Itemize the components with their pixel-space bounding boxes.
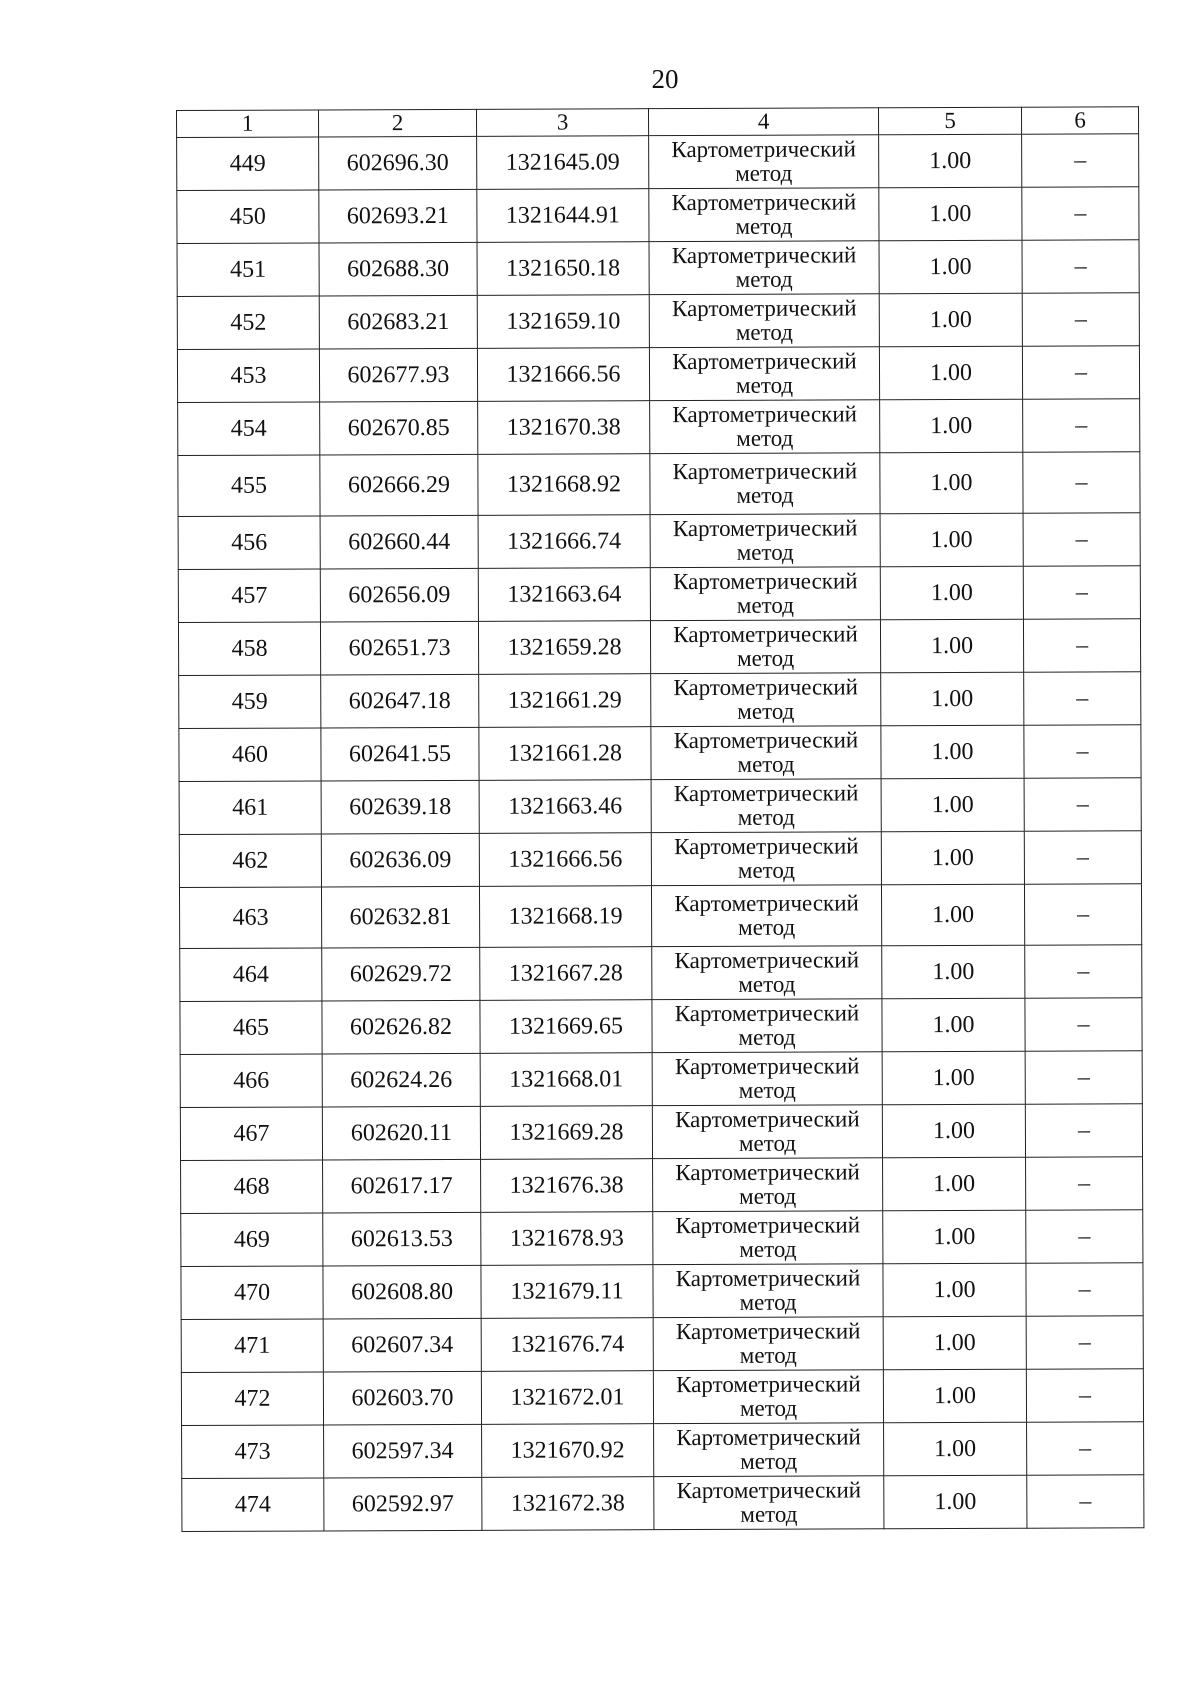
point-number-cell: 467 — [180, 1107, 322, 1161]
note-cell: – — [1027, 1422, 1144, 1475]
table-row — [178, 452, 1140, 517]
y-coordinate-cell: 1321679.11 — [481, 1265, 653, 1319]
table-row — [177, 346, 1139, 403]
method-cell: Картометрический метод — [649, 347, 879, 401]
x-coordinate-cell: 602636.09 — [321, 833, 479, 887]
point-number-cell: 453 — [177, 349, 319, 403]
note-cell: – — [1023, 452, 1140, 513]
x-coordinate-cell: 602632.81 — [321, 886, 479, 948]
x-coordinate-cell: 602693.21 — [319, 189, 477, 243]
accuracy-cell: 1.00 — [884, 1422, 1027, 1476]
accuracy-cell: 1.00 — [880, 619, 1023, 673]
y-coordinate-cell: 1321650.18 — [477, 242, 649, 296]
y-coordinate-cell: 1321659.28 — [478, 621, 650, 675]
table-row — [180, 1051, 1142, 1108]
point-number-cell: 454 — [178, 402, 320, 456]
accuracy-cell: 1.00 — [882, 1104, 1025, 1158]
x-coordinate-cell: 602592.97 — [324, 1477, 482, 1531]
method-cell: Картометрический метод — [653, 1158, 883, 1212]
x-coordinate-cell: 602670.85 — [320, 401, 478, 455]
x-coordinate-cell: 602656.09 — [320, 568, 478, 622]
table-row — [181, 1210, 1143, 1267]
table-row — [179, 884, 1141, 949]
y-coordinate-cell: 1321666.56 — [477, 348, 649, 402]
column-header: 1 — [177, 110, 319, 138]
y-coordinate-cell: 1321672.01 — [481, 1371, 653, 1425]
method-cell: Картометрический метод — [649, 294, 879, 348]
note-cell: – — [1025, 945, 1142, 998]
x-coordinate-cell: 602629.72 — [322, 947, 480, 1001]
note-cell: – — [1026, 1210, 1143, 1263]
point-number-cell: 465 — [180, 1001, 322, 1055]
accuracy-cell: 1.00 — [880, 399, 1023, 453]
method-cell: Картометрический метод — [649, 135, 879, 189]
note-cell: – — [1025, 998, 1142, 1051]
accuracy-cell: 1.00 — [880, 513, 1023, 567]
table-row — [182, 1475, 1144, 1532]
method-cell: Картометрический метод — [651, 673, 881, 727]
point-number-cell: 457 — [178, 569, 320, 623]
point-number-cell: 466 — [180, 1054, 322, 1108]
table-row — [180, 945, 1142, 1002]
point-number-cell: 473 — [182, 1425, 324, 1479]
method-cell: Картометрический метод — [653, 1370, 883, 1424]
note-cell: – — [1026, 1369, 1143, 1422]
method-cell: Картометрический метод — [649, 188, 879, 242]
point-number-cell: 474 — [182, 1478, 324, 1532]
accuracy-cell: 1.00 — [879, 187, 1022, 241]
method-cell: Картометрический метод — [653, 1211, 883, 1265]
y-coordinate-cell: 1321645.09 — [477, 136, 649, 190]
note-cell: – — [1026, 1263, 1143, 1316]
y-coordinate-cell: 1321667.28 — [480, 947, 652, 1001]
note-cell: – — [1027, 1475, 1144, 1528]
y-coordinate-cell: 1321666.56 — [479, 833, 651, 887]
accuracy-cell: 1.00 — [884, 1475, 1027, 1529]
method-cell: Картометрический метод — [654, 1423, 884, 1477]
y-coordinate-cell: 1321666.74 — [478, 515, 650, 569]
note-cell: – — [1023, 513, 1140, 566]
x-coordinate-cell: 602683.21 — [319, 295, 477, 349]
table-row — [178, 513, 1140, 570]
point-number-cell: 470 — [181, 1266, 323, 1320]
table-row — [181, 1157, 1143, 1214]
y-coordinate-cell: 1321670.38 — [478, 401, 650, 455]
table-row — [177, 187, 1139, 244]
x-coordinate-cell: 602660.44 — [320, 515, 478, 569]
note-cell: – — [1026, 1157, 1143, 1210]
table-row — [181, 1369, 1143, 1426]
table-row — [179, 672, 1141, 729]
column-header: 5 — [878, 107, 1021, 135]
y-coordinate-cell: 1321676.74 — [481, 1318, 653, 1372]
note-cell: – — [1023, 619, 1140, 672]
table-row — [182, 1422, 1144, 1479]
y-coordinate-cell: 1321672.38 — [482, 1477, 654, 1531]
table-row — [178, 619, 1140, 676]
method-cell: Картометрический метод — [653, 1317, 883, 1371]
method-cell: Картометрический метод — [650, 453, 880, 515]
accuracy-cell: 1.00 — [883, 1210, 1026, 1264]
note-cell: – — [1024, 831, 1141, 884]
method-cell: Картометрический метод — [652, 946, 882, 1000]
x-coordinate-cell: 602696.30 — [319, 136, 477, 190]
method-cell: Картометрический метод — [654, 1476, 884, 1530]
method-cell: Картометрический метод — [652, 999, 882, 1053]
y-coordinate-cell: 1321663.46 — [479, 780, 651, 834]
point-number-cell: 451 — [177, 243, 319, 297]
y-coordinate-cell: 1321669.65 — [480, 1000, 652, 1054]
y-coordinate-cell: 1321670.92 — [482, 1424, 654, 1478]
method-cell: Картометрический метод — [649, 241, 879, 295]
method-cell: Картометрический метод — [650, 514, 880, 568]
x-coordinate-cell: 602607.34 — [323, 1318, 481, 1372]
accuracy-cell: 1.00 — [881, 831, 1024, 885]
note-cell: – — [1022, 346, 1139, 399]
page-number: 20 — [651, 64, 679, 94]
coordinates-table — [176, 106, 1144, 1532]
accuracy-cell: 1.00 — [881, 725, 1024, 779]
note-cell: – — [1023, 399, 1140, 452]
table-row — [179, 831, 1141, 888]
accuracy-cell: 1.00 — [883, 1316, 1026, 1370]
note-cell: – — [1023, 566, 1140, 619]
note-cell: – — [1022, 134, 1139, 187]
y-coordinate-cell: 1321661.28 — [479, 727, 651, 781]
method-cell: Картометрический метод — [652, 1052, 882, 1106]
table-row — [181, 1263, 1143, 1320]
note-cell: – — [1025, 1051, 1142, 1104]
x-coordinate-cell: 602639.18 — [321, 780, 479, 834]
note-cell: – — [1024, 884, 1141, 945]
point-number-cell: 452 — [177, 296, 319, 350]
x-coordinate-cell: 602677.93 — [319, 348, 477, 402]
table-row — [177, 240, 1139, 297]
column-header: 4 — [648, 108, 878, 136]
point-number-cell: 461 — [179, 781, 321, 835]
y-coordinate-cell: 1321659.10 — [477, 295, 649, 349]
point-number-cell: 463 — [179, 887, 321, 949]
x-coordinate-cell: 602613.53 — [323, 1212, 481, 1266]
point-number-cell: 469 — [181, 1213, 323, 1267]
table-row — [178, 399, 1140, 456]
method-cell: Картометрический метод — [650, 400, 880, 454]
table-row — [180, 1104, 1142, 1161]
accuracy-cell: 1.00 — [880, 566, 1023, 620]
note-cell: – — [1022, 293, 1139, 346]
accuracy-cell: 1.00 — [882, 1051, 1025, 1105]
y-coordinate-cell: 1321663.64 — [478, 568, 650, 622]
accuracy-cell: 1.00 — [883, 1263, 1026, 1317]
x-coordinate-cell: 602603.70 — [323, 1371, 481, 1425]
method-cell: Картометрический метод — [651, 779, 881, 833]
accuracy-cell: 1.00 — [882, 945, 1025, 999]
y-coordinate-cell: 1321644.91 — [477, 189, 649, 243]
table-row — [178, 566, 1140, 623]
accuracy-cell: 1.00 — [882, 998, 1025, 1052]
y-coordinate-cell: 1321676.38 — [481, 1159, 653, 1213]
accuracy-cell: 1.00 — [879, 346, 1022, 400]
document-sheet — [176, 106, 1144, 1532]
table-row — [177, 134, 1139, 191]
point-number-cell: 449 — [177, 137, 319, 191]
note-cell: – — [1022, 240, 1139, 293]
x-coordinate-cell: 602620.11 — [322, 1106, 480, 1160]
accuracy-cell: 1.00 — [883, 1157, 1026, 1211]
accuracy-cell: 1.00 — [881, 884, 1024, 946]
method-cell: Картометрический метод — [650, 567, 880, 621]
table-row — [177, 293, 1139, 350]
point-number-cell: 450 — [177, 190, 319, 244]
y-coordinate-cell: 1321669.28 — [480, 1106, 652, 1160]
x-coordinate-cell: 602647.18 — [321, 674, 479, 728]
accuracy-cell: 1.00 — [879, 134, 1022, 188]
table-row — [180, 998, 1142, 1055]
method-cell: Картометрический метод — [652, 1105, 882, 1159]
y-coordinate-cell: 1321668.19 — [479, 886, 651, 948]
note-cell: – — [1022, 187, 1139, 240]
accuracy-cell: 1.00 — [881, 778, 1024, 832]
column-header: 6 — [1021, 107, 1138, 134]
table-row — [181, 1316, 1143, 1373]
x-coordinate-cell: 602651.73 — [320, 621, 478, 675]
x-coordinate-cell: 602626.82 — [322, 1000, 480, 1054]
x-coordinate-cell: 602666.29 — [320, 454, 478, 516]
point-number-cell: 468 — [181, 1160, 323, 1214]
y-coordinate-cell: 1321668.92 — [478, 454, 650, 516]
accuracy-cell: 1.00 — [883, 1369, 1026, 1423]
method-cell: Картометрический метод — [653, 1264, 883, 1318]
point-number-cell: 462 — [179, 834, 321, 888]
table-row — [179, 725, 1141, 782]
accuracy-cell: 1.00 — [880, 452, 1023, 514]
y-coordinate-cell: 1321668.01 — [480, 1053, 652, 1107]
note-cell: – — [1025, 1104, 1142, 1157]
note-cell: – — [1024, 778, 1141, 831]
point-number-cell: 471 — [181, 1319, 323, 1373]
point-number-cell: 455 — [178, 455, 320, 517]
point-number-cell: 456 — [178, 516, 320, 570]
x-coordinate-cell: 602597.34 — [324, 1424, 482, 1478]
y-coordinate-cell: 1321661.29 — [479, 674, 651, 728]
point-number-cell: 460 — [179, 728, 321, 782]
table-row — [179, 778, 1141, 835]
x-coordinate-cell: 602617.17 — [323, 1159, 481, 1213]
point-number-cell: 472 — [181, 1372, 323, 1426]
x-coordinate-cell: 602641.55 — [321, 727, 479, 781]
y-coordinate-cell: 1321678.93 — [481, 1212, 653, 1266]
method-cell: Картометрический метод — [650, 620, 880, 674]
accuracy-cell: 1.00 — [879, 293, 1022, 347]
point-number-cell: 464 — [180, 948, 322, 1002]
note-cell: – — [1024, 672, 1141, 725]
method-cell: Картометрический метод — [651, 885, 881, 947]
method-cell: Картометрический метод — [651, 726, 881, 780]
x-coordinate-cell: 602688.30 — [319, 242, 477, 296]
x-coordinate-cell: 602624.26 — [322, 1053, 480, 1107]
method-cell: Картометрический метод — [651, 832, 881, 886]
note-cell: – — [1026, 1316, 1143, 1369]
accuracy-cell: 1.00 — [879, 240, 1022, 294]
table-header-row — [177, 107, 1139, 138]
note-cell: – — [1024, 725, 1141, 778]
accuracy-cell: 1.00 — [881, 672, 1024, 726]
column-header: 2 — [319, 109, 477, 137]
x-coordinate-cell: 602608.80 — [323, 1265, 481, 1319]
point-number-cell: 458 — [178, 622, 320, 676]
point-number-cell: 459 — [179, 675, 321, 729]
column-header: 3 — [476, 109, 648, 137]
